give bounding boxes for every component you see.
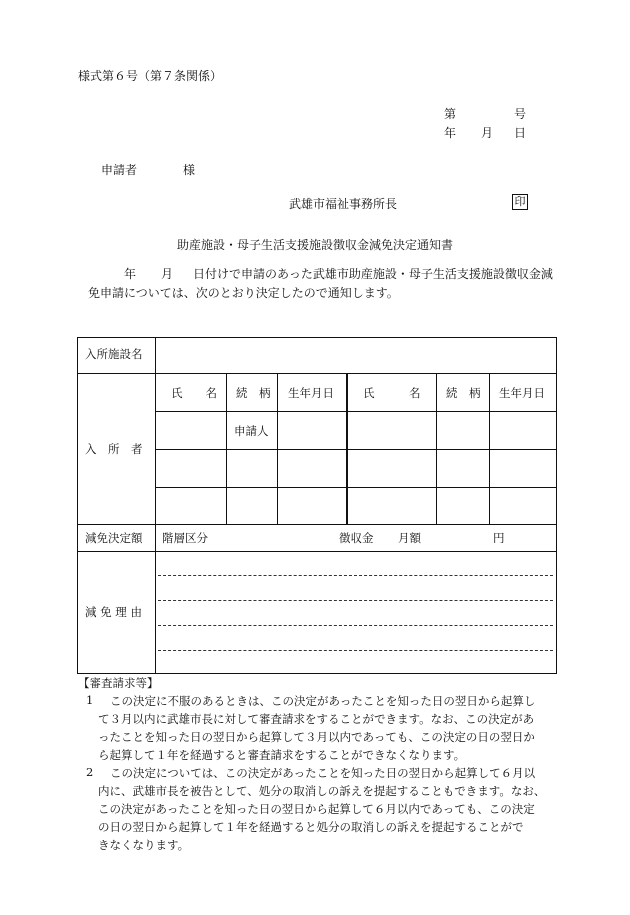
header-relation-2: 続 柄 bbox=[446, 386, 481, 400]
appeal-item-1-line-2: て３月以内に武雄市長に対して審査請求をすることができます。なお、この決定があ bbox=[98, 712, 535, 726]
appeal-item-1-line-3: ったことを知った日の翌日から起算して３月以内であっても、この決定の日の翌日か bbox=[98, 730, 535, 744]
monthly-label: 月額 bbox=[398, 531, 421, 545]
intro-month: 月 bbox=[161, 267, 174, 281]
honorific: 様 bbox=[183, 163, 196, 177]
tier-label: 階層区分 bbox=[162, 531, 208, 545]
appeal-item-1-line-4: ら起算して１年を経過すると審査請求をすることができなくなります。 bbox=[98, 748, 466, 762]
facility-name-label: 入所施設名 bbox=[85, 347, 143, 361]
doc-number-prefix: 第 bbox=[444, 107, 457, 121]
intro-line-1: 日付けで申請のあった武雄市助産施設・母子生活支援施設徴収金減 bbox=[193, 267, 553, 281]
appeal-item-2-line-3: この決定があったことを知った日の翌日から起算して６月以内であっても、この決定 bbox=[98, 802, 535, 816]
appeal-item-1-number: 1 bbox=[86, 693, 94, 707]
intro-year: 年 bbox=[124, 267, 137, 281]
applicant-relation: 申請人 bbox=[234, 424, 269, 438]
reduction-reason-label: 減 免 理 由 bbox=[85, 605, 142, 619]
fee-label: 徴収金 bbox=[339, 531, 374, 545]
date-month: 月 bbox=[481, 126, 494, 140]
header-name: 氏 名 bbox=[171, 386, 217, 400]
intro-line-2: 免申請については、次のとおり決定したので通知します。 bbox=[88, 286, 399, 300]
form-number: 様式第６号（第７条関係） bbox=[78, 69, 223, 83]
appeal-item-2-line-1: この決定については、この決定があったことを知った日の翌日から起算して６月以 bbox=[110, 766, 536, 780]
reduction-amount-label: 減免決定額 bbox=[85, 531, 143, 545]
doc-number-suffix: 号 bbox=[514, 107, 527, 121]
issuer-name: 武雄市福祉事務所長 bbox=[289, 197, 398, 211]
appeal-item-1-line-1: この決定に不服のあるときは、この決定があったことを知った日の翌日から起算し bbox=[110, 694, 536, 708]
yen-label: 円 bbox=[493, 531, 505, 545]
header-relation: 続 柄 bbox=[236, 386, 271, 400]
date-day: 日 bbox=[514, 126, 527, 140]
appeal-item-2-number: 2 bbox=[86, 765, 94, 779]
appeal-heading: 【審査請求等】 bbox=[78, 676, 159, 690]
seal-stamp: 印 bbox=[512, 194, 528, 210]
header-birthdate-2: 生年月日 bbox=[499, 386, 545, 400]
appeal-item-2-line-4: の日の翌日から起算して１年を経過すると処分の取消しの訴えを提起することがで bbox=[98, 820, 524, 834]
header-birthdate: 生年月日 bbox=[288, 386, 334, 400]
date-year: 年 bbox=[444, 126, 457, 140]
appeal-item-2-line-5: きなくなります。 bbox=[98, 838, 190, 852]
residents-label: 入 所 者 bbox=[85, 442, 143, 456]
document-title: 助産施設・母子生活支援施設徴収金減免決定通知書 bbox=[177, 238, 454, 252]
applicant-label: 申請者 bbox=[101, 163, 138, 177]
appeal-item-2-line-2: 内に、武雄市長を被告として、処分の取消しの訴えを提起することもできます。なお、 bbox=[98, 784, 546, 798]
header-name-2: 氏 名 bbox=[363, 386, 421, 400]
